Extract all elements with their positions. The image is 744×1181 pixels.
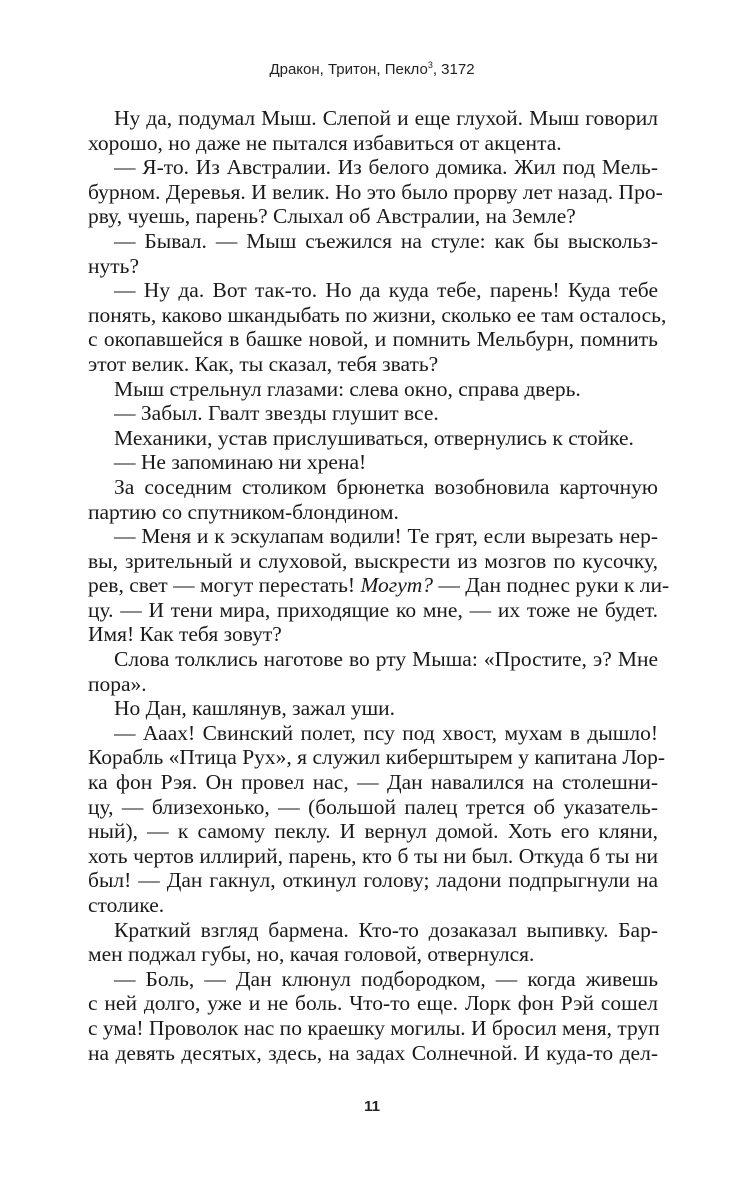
text-line: — Я-то. Из Австралии. Из белого домика. Жил под Мель- [114,155,658,180]
italic-emphasis: Могут? [360,573,434,598]
text-line: Но Дан, кашлянув, зажал уши. [114,696,396,721]
text-line: вы, зрительный и слуховой, выскрести из мозгов по кусочку, [88,548,658,573]
page-number: 11 [364,1098,380,1115]
text-line: — Ааах! Свинский полет, псу под хвост, мухам в дышло! [114,720,658,745]
text-line: с ней долго, уже и не боль. Что-то еще. Лорк фон Рэй сошел [88,991,658,1016]
body-text [88,106,670,1065]
text-line: рву, чуешь, парень? Слыхал об Австралии, на Земле? [88,204,576,229]
running-header-suffix: , 3172 [432,61,475,78]
text-line: ный), — к самому пеклу. И вернул домой. Хоть его кляни, [88,819,658,844]
text-line: Ну да, подумал Мыш. Слепой и еще глухой. Мыш говорил [114,106,658,130]
text-line: партию со спутником-блондином. [88,499,399,524]
text-line: За соседним столиком брюнетка возобновила карточную [114,474,658,499]
text-line: ка фон Рэя. Он провел нас, — Дан навалился на столешни- [88,770,658,795]
running-header-superscript: 3 [427,60,433,70]
text-line: — Бывал. — Мыш съежился на стуле: как бы выскольз- [114,228,658,253]
text-line: Механики, устав прислушиваться, отвернулись к стойке. [114,425,634,450]
text-line: — Ну да. Вот так-то. Но да куда тебе, парень! Куда тебе [114,278,658,303]
text-line: цу, — близехонько, — (большой палец трется об указатель- [88,794,658,819]
text-line: рев, свет — могут перестать! Могут? — Дан поднес руки к ли- [88,573,670,598]
text-line: был! — Дан гакнул, откинул голову; ладони подпрыгнули на [88,868,658,893]
running-header [0,60,744,78]
text-line: Имя! Как тебя зовут? [88,622,282,647]
text-line: этот велик. Как, ты сказал, тебя звать? [88,351,439,376]
text-line: Мыш стрельнул глазами: слева окно, справа дверь. [114,376,581,401]
text-line: понять, каково шкандыбать по жизни, сколько ее там осталось, [88,302,667,327]
text-line: — Не запоминаю ни хрена! [114,450,367,475]
text-line: хорошо, но даже не пытался избавиться от акцента. [88,130,562,155]
text-line: цу. — И тени мира, приходящие ко мне, — их тоже не будет. [88,597,658,622]
text-line: — Меня и к эскулапам водили! Те грят, если вырезать нер- [114,524,658,549]
text-line: с окопавшейся в башке новой, и помнить Мельбурн, помнить [88,327,658,352]
text-line: — Забыл. Гвалт звезды глушит все. [114,401,439,426]
text-line: Слова толклись наготове во рту Мыша: «Простите, э? Мне [114,647,658,672]
text-line: — Боль, — Дан клюнул подбородком, — когда живешь [114,966,658,991]
text-line: Корабль «Птица Рух», я служил киберштырем у капитана Лор- [88,745,666,770]
text-line: Краткий взгляд бармена. Кто-то дозаказал выпивку. Бар- [114,917,658,942]
text-line: столике. [88,893,165,917]
running-header-title: Дракон, Тритон, Пекло [269,61,428,78]
text-line: пора». [88,671,147,696]
text-line: с ума! Проволок нас по краешку могилы. И бросил меня, труп [88,1015,660,1040]
text-line: мен поджал губы, но, качая головой, отвернулся. [88,942,535,967]
text-line: нуть? [88,253,139,278]
text-line: бурном. Деревья. И велик. Но это было прорву лет назад. Про- [88,179,663,204]
text-line: хоть чертов иллирий, парень, кто б ты ни был. Откуда б ты ни [88,843,658,868]
text-line: на девять десятых, здесь, на задах Солнечной. И куда-то дел- [88,1040,658,1065]
